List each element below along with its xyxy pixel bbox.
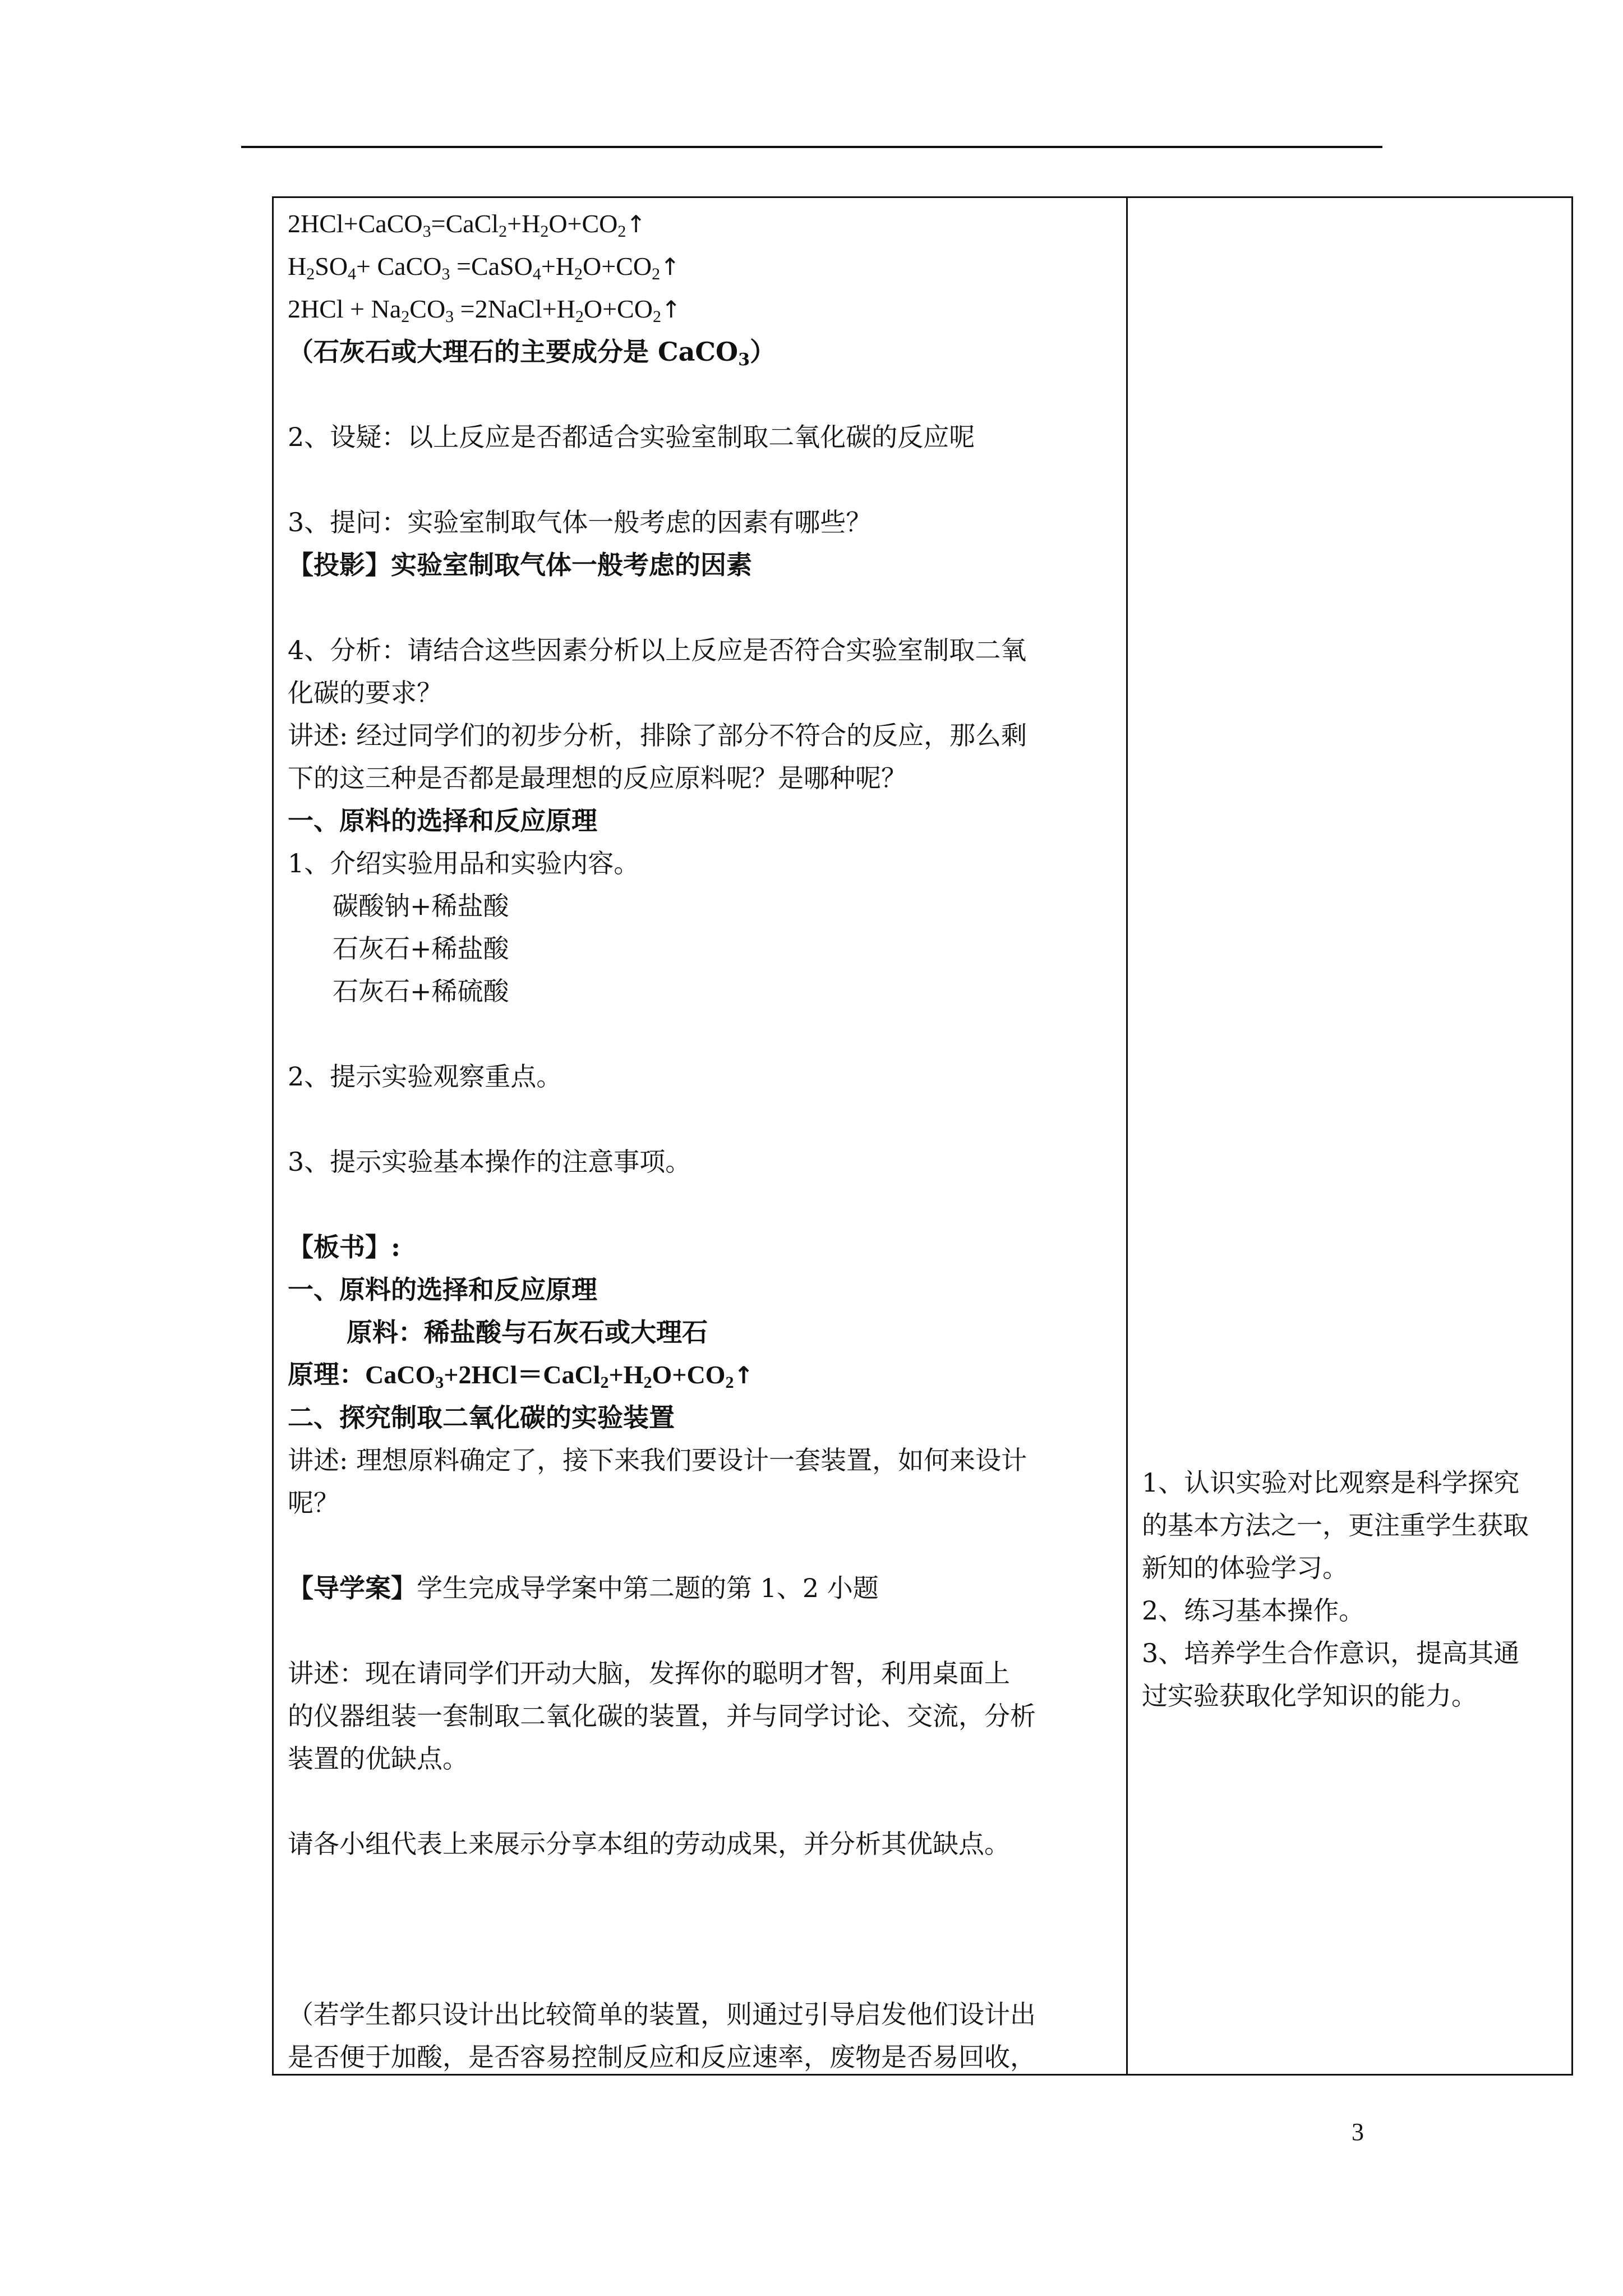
narration-2-line-2: 呢？ — [288, 1488, 339, 1518]
spacer — [288, 1524, 1116, 1567]
question-4-line-1: 4、分析：请结合这些因素分析以上反应是否符合实验室制取二氧 — [288, 635, 1027, 665]
equation-h2so4-caco3: $H_2SO_4+$ CaCO$_3$ $=CaSO_4+H_2O+CO_2↑$ — [288, 252, 680, 283]
spacer — [288, 1098, 1116, 1140]
gas-arrow-icon: ↑ — [734, 1361, 754, 1389]
guide-case — [288, 1567, 1116, 1609]
spacer — [1142, 198, 1562, 1461]
board-section-1: 一、原料的选择和反应原理 — [288, 1274, 597, 1305]
question-4-line-2: 化碳的要求？ — [288, 678, 442, 708]
intent-line-2: 的基本方法之一，更注重学生获取 — [1142, 1510, 1529, 1540]
gas-arrow-icon: ↑ — [660, 253, 680, 280]
hint-line-1: （若学生都只设计出比较简单的装置，则通过引导启发他们设计出 — [288, 1999, 1036, 2030]
experiment-item-3: 石灰石+稀硫酸 — [333, 976, 509, 1006]
question-2: 2、设疑：以上反应是否都适合实验室制取二氧化碳的反应呢 — [288, 422, 975, 452]
intent-line-3: 新知的体验学习。 — [1142, 1553, 1348, 1583]
section-1-heading: 一、原料的选择和反应原理 — [288, 806, 597, 836]
group-share: 请各小组代表上来展示分享本组的劳动成果，并分析其优缺点。 — [288, 1829, 1010, 1859]
narration-3-line-1: 讲述：现在请同学们开动大脑，发挥你的聪明才智，利用桌面上 — [288, 1658, 1010, 1688]
equation-hcl-caco3: $2HCl+CaCO_3=CaCl_2+H_2O+CO_2↑$ — [288, 209, 646, 241]
spacer — [288, 1950, 1116, 1993]
experiment-item-1: 碳酸钠+稀盐酸 — [333, 891, 509, 921]
operation-tip: 3、提示实验基本操作的注意事项。 — [288, 1147, 691, 1177]
projection-heading: 【投影】实验室制取气体一般考虑的因素 — [288, 550, 752, 580]
page-number: 3 — [1352, 2118, 1364, 2146]
observation-tip: 2、提示实验观察重点。 — [288, 1061, 562, 1092]
design-intent-cell — [1128, 198, 1575, 2074]
section-2-heading: 二、探究制取二氧化碳的实验装置 — [288, 1402, 675, 1433]
header-rule — [241, 146, 1382, 148]
spacer — [288, 1865, 1116, 1908]
intent-line-6: 过实验获取化学知识的能力。 — [1142, 1681, 1477, 1711]
spacer — [288, 1908, 1116, 1950]
spacer — [288, 1013, 1116, 1055]
lesson-table — [272, 196, 1573, 2076]
spacer — [288, 1780, 1116, 1823]
guide-case-text: 学生完成导学案中第二题的第 1、2 小题 — [417, 1573, 879, 1603]
spacer — [288, 1183, 1116, 1226]
intro-step: 1、介绍实验用品和实验内容。 — [288, 848, 640, 878]
board-materials: 原料：稀盐酸与石灰石或大理石 — [347, 1317, 708, 1347]
spacer — [288, 1609, 1116, 1652]
experiment-item-2: 石灰石+稀盐酸 — [333, 933, 509, 964]
teaching-content-cell — [274, 198, 1126, 2074]
question-3: 3、提问：实验室制取气体一般考虑的因素有哪些？ — [288, 507, 872, 537]
limestone-note: （石灰石或大理石的主要成分是 CaCO$_3$） — [288, 337, 776, 370]
intent-line-5: 3、培养学生合作意识，提高其通 — [1142, 1638, 1520, 1668]
guide-case-label: 【导学案】 — [288, 1573, 417, 1603]
narration-1-line-1: 讲述: 经过同学们的初步分析，排除了部分不符合的反应，那么剩 — [288, 720, 1027, 751]
board-heading: 【板书】: — [288, 1232, 400, 1262]
gas-arrow-icon: ↑ — [626, 210, 646, 238]
narration-3-line-3: 装置的优缺点。 — [288, 1743, 468, 1774]
narration-1-line-2: 下的这三种是否都是最理想的反应原料呢？是哪种呢？ — [288, 763, 907, 793]
spacer — [288, 373, 1116, 416]
intent-line-1: 1、认识实验对比观察是科学探究 — [1142, 1467, 1520, 1498]
intent-line-4: 2、练习基本操作。 — [1142, 1595, 1365, 1626]
narration-2-line-1: 讲述: 理想原料确定了，接下来我们要设计一套装置，如何来设计 — [288, 1445, 1027, 1475]
hint-line-2: 是否便于加酸，是否容易控制反应和反应速率，废物是否易回收， — [288, 2042, 1036, 2072]
spacer — [288, 458, 1116, 501]
narration-3-line-2: 的仪器组装一套制取二氧化碳的装置，并与同学讨论、交流，分析 — [288, 1701, 1036, 1731]
spacer — [288, 586, 1116, 629]
board-principle: 原理：$CaCO_3+2HCl=CaCl_2+H_2O+CO_2↑$ — [288, 1360, 754, 1392]
equation-hcl-na2co3: $2HCl + Na_2CO_3$ $=2NaCl+H_2O+CO_2↑$ — [288, 295, 681, 326]
gas-arrow-icon: ↑ — [661, 296, 681, 323]
